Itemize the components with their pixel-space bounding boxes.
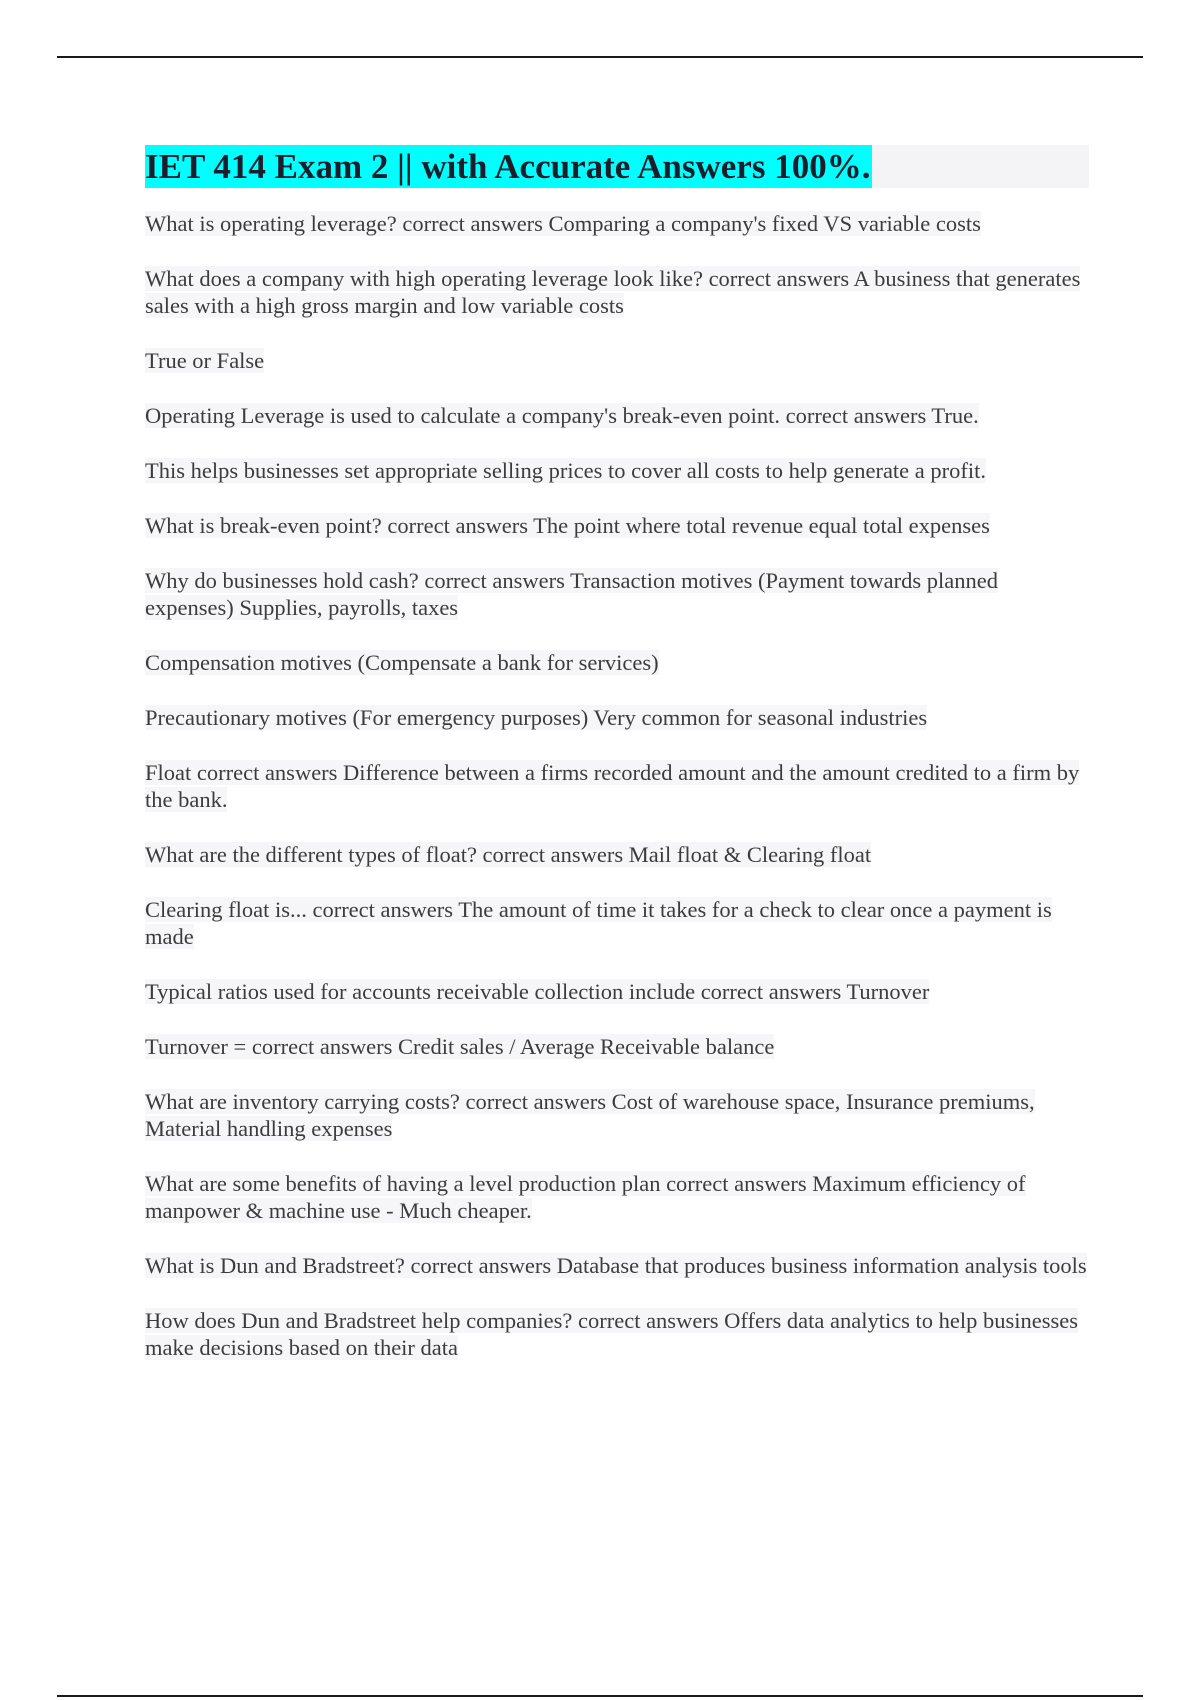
paragraph-2 — [145, 265, 1090, 319]
paragraph-text: Clearing float is... correct answers The amount of time it takes for a check to clear once a payment is made — [145, 897, 1052, 949]
paragraph-text: Compensation motives (Compensate a bank for services) — [145, 650, 659, 675]
paragraph-13 — [145, 978, 1090, 1005]
paragraph-14 — [145, 1033, 1090, 1060]
paragraph-7 — [145, 567, 1090, 621]
paragraph-text: Float correct answers Difference between a firms recorded amount and the amount credited to a firm by the bank. — [145, 760, 1080, 812]
paragraph-text: Why do businesses hold cash? correct answers Transaction motives (Payment towards planned expenses) Supplies, payrolls, taxes — [145, 568, 998, 620]
paragraph-text: What are some benefits of having a level production plan correct answers Maximum efficiency of manpower & machine use - Much cheaper. — [145, 1171, 1026, 1223]
bottom-rule — [57, 1695, 1143, 1697]
paragraph-6 — [145, 512, 1090, 539]
paragraph-10 — [145, 759, 1090, 813]
paragraph-text: True or False — [145, 348, 265, 373]
paragraph-5 — [145, 457, 1090, 484]
paragraph-4 — [145, 402, 1090, 429]
paragraph-text: What is break-even point? correct answers The point where total revenue equal total expenses — [145, 513, 990, 538]
paragraph-17 — [145, 1252, 1090, 1279]
paragraph-9 — [145, 704, 1090, 731]
paragraph-text: What is Dun and Bradstreet? correct answers Database that produces business information analysis tools — [145, 1253, 1087, 1278]
document-body — [145, 145, 1090, 1389]
paragraph-15 — [145, 1088, 1090, 1142]
paragraph-text: What are the different types of float? correct answers Mail float & Clearing float — [145, 842, 872, 867]
paragraph-1 — [145, 210, 1090, 237]
paragraph-16 — [145, 1170, 1090, 1224]
title-bar — [145, 145, 1089, 188]
paragraph-text: What does a company with high operating leverage look like? correct answers A business that generates sales with a high gross margin and low variable costs — [145, 266, 1081, 318]
paragraph-8 — [145, 649, 1090, 676]
paragraph-text: Operating Leverage is used to calculate a company's break-even point. correct answers True. — [145, 403, 979, 428]
paragraph-text: What is operating leverage? correct answers Comparing a company's fixed VS variable costs — [145, 211, 981, 236]
paragraph-3 — [145, 347, 1090, 374]
document-title: IET 414 Exam 2 || with Accurate Answers 100%. — [145, 147, 871, 186]
paragraph-text: Typical ratios used for accounts receivable collection include correct answers Turnover — [145, 979, 930, 1004]
paragraph-11 — [145, 841, 1090, 868]
paragraph-text: Precautionary motives (For emergency purposes) Very common for seasonal industries — [145, 705, 928, 730]
paragraph-12 — [145, 896, 1090, 950]
paragraph-text: This helps businesses set appropriate selling prices to cover all costs to help generate a profit. — [145, 458, 987, 483]
top-rule — [57, 56, 1143, 58]
paragraph-text: How does Dun and Bradstreet help companies? correct answers Offers data analytics to help businesses make decisions based on their data — [145, 1308, 1079, 1360]
paragraph-text: Turnover = correct answers Credit sales / Average Receivable balance — [145, 1034, 775, 1059]
paragraph-18 — [145, 1307, 1090, 1361]
paragraph-text: What are inventory carrying costs? correct answers Cost of warehouse space, Insurance premiums, Material handling expenses — [145, 1089, 1035, 1141]
